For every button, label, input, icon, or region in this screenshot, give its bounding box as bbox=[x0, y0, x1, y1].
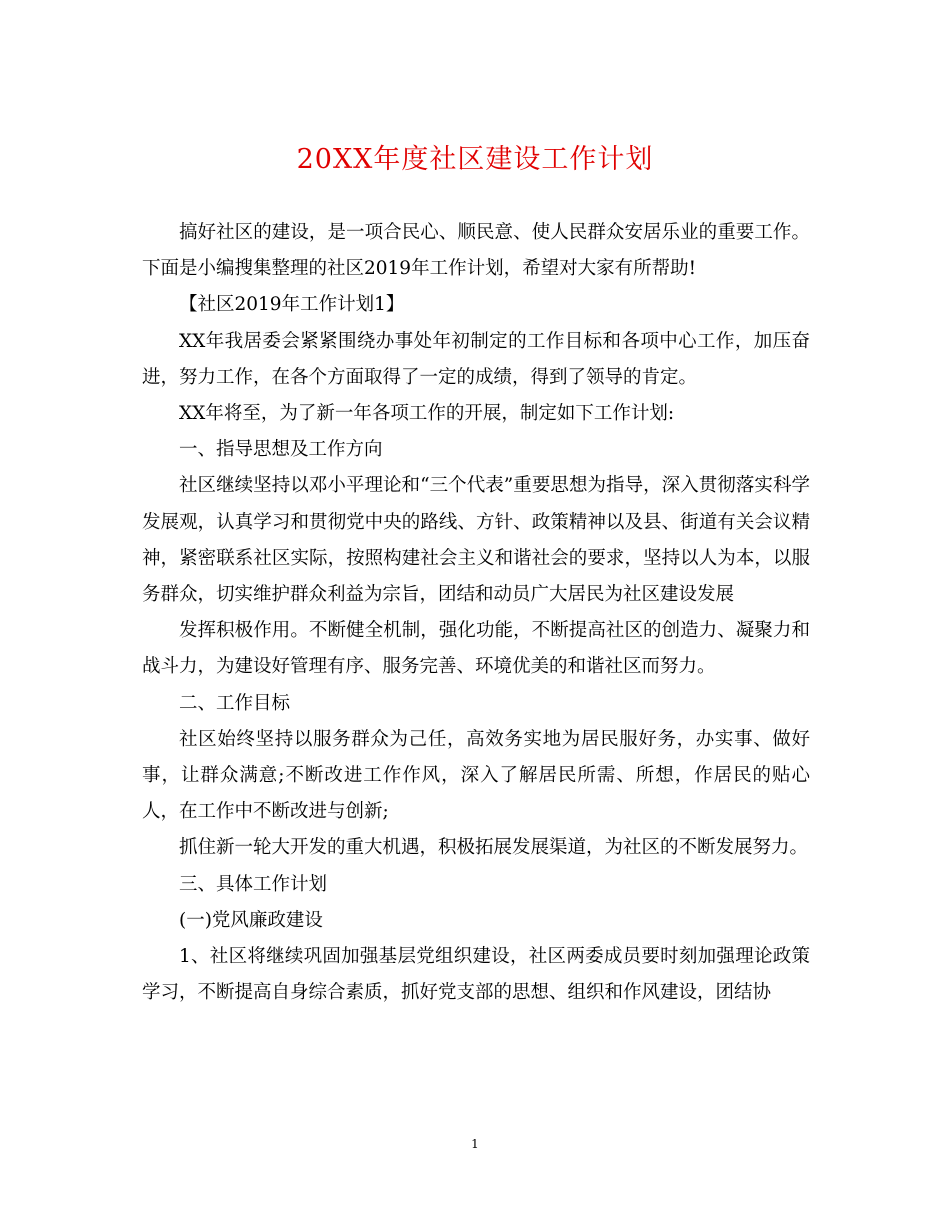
paragraph-intro: 搞好社区的建设，是一项合民心、顺民意、使人民群众安居乐业的重要工作。下面是小编搜集整理的社区2019年工作计划，希望对大家有所帮助! bbox=[142, 222, 810, 280]
document-body bbox=[142, 215, 810, 1011]
paragraph-development: 抓住新一轮大开发的重大机遇，积极拓展发展渠道，为社区的不断发展努力。 bbox=[179, 837, 809, 859]
page-number: 1 bbox=[471, 1137, 479, 1151]
paragraph-guiding-ideology: 社区继续坚持以邓小平理论和“三个代表”重要思想为指导，深入贯彻落实科学发展观，认真学习和贯彻党中央的路线、方针、政策精神以及县、街道有关会议精神，紧密联系社区实际，按照构建社会主义和谐社会的要求，坚持以人为本，以服务群众，切实维护群众利益为宗旨，团结和动员广大居民为社区建设发展 bbox=[142, 475, 810, 606]
heading-guiding-ideology: 一、指导思想及工作方向 bbox=[179, 439, 383, 461]
paragraph-plan-intro: XX年将至，为了新一年各项工作的开展，制定如下工作计划: bbox=[179, 403, 675, 425]
document-title: 20XX年度社区建设工作计划 bbox=[296, 144, 654, 175]
heading-specific-plan: 三、具体工作计划 bbox=[179, 873, 328, 895]
paragraph-party-building: 1、社区将继续巩固加强基层党组织建设，社区两委成员要时刻加强理论政策学习，不断提高自身综合素质，抓好党支部的思想、组织和作风建设，团结协 bbox=[142, 946, 810, 1004]
heading-work-goals: 二、工作目标 bbox=[179, 692, 291, 714]
section-heading-plan-1: 【社区2019年工作计划1】 bbox=[179, 294, 405, 316]
paragraph-summary: XX年我居委会紧紧围绕办事处年初制定的工作目标和各项中心工作，加压奋进，努力工作，在各个方面取得了一定的成绩，得到了领导的肯定。 bbox=[142, 330, 810, 388]
paragraph-work-goals: 社区始终坚持以服务群众为己任，高效务实地为居民服好务，办实事、做好事，让群众满意;不断改进工作作风，深入了解居民所需、所想，作居民的贴心人，在工作中不断改进与创新; bbox=[142, 728, 810, 823]
paragraph-guiding-ideology-cont: 发挥积极作用。不断健全机制，强化功能，不断提高社区的创造力、凝聚力和战斗力，为建设好管理有序、服务完善、环境优美的和谐社区而努力。 bbox=[142, 620, 810, 678]
subheading-party-building: (一)党风廉政建设 bbox=[179, 909, 323, 931]
